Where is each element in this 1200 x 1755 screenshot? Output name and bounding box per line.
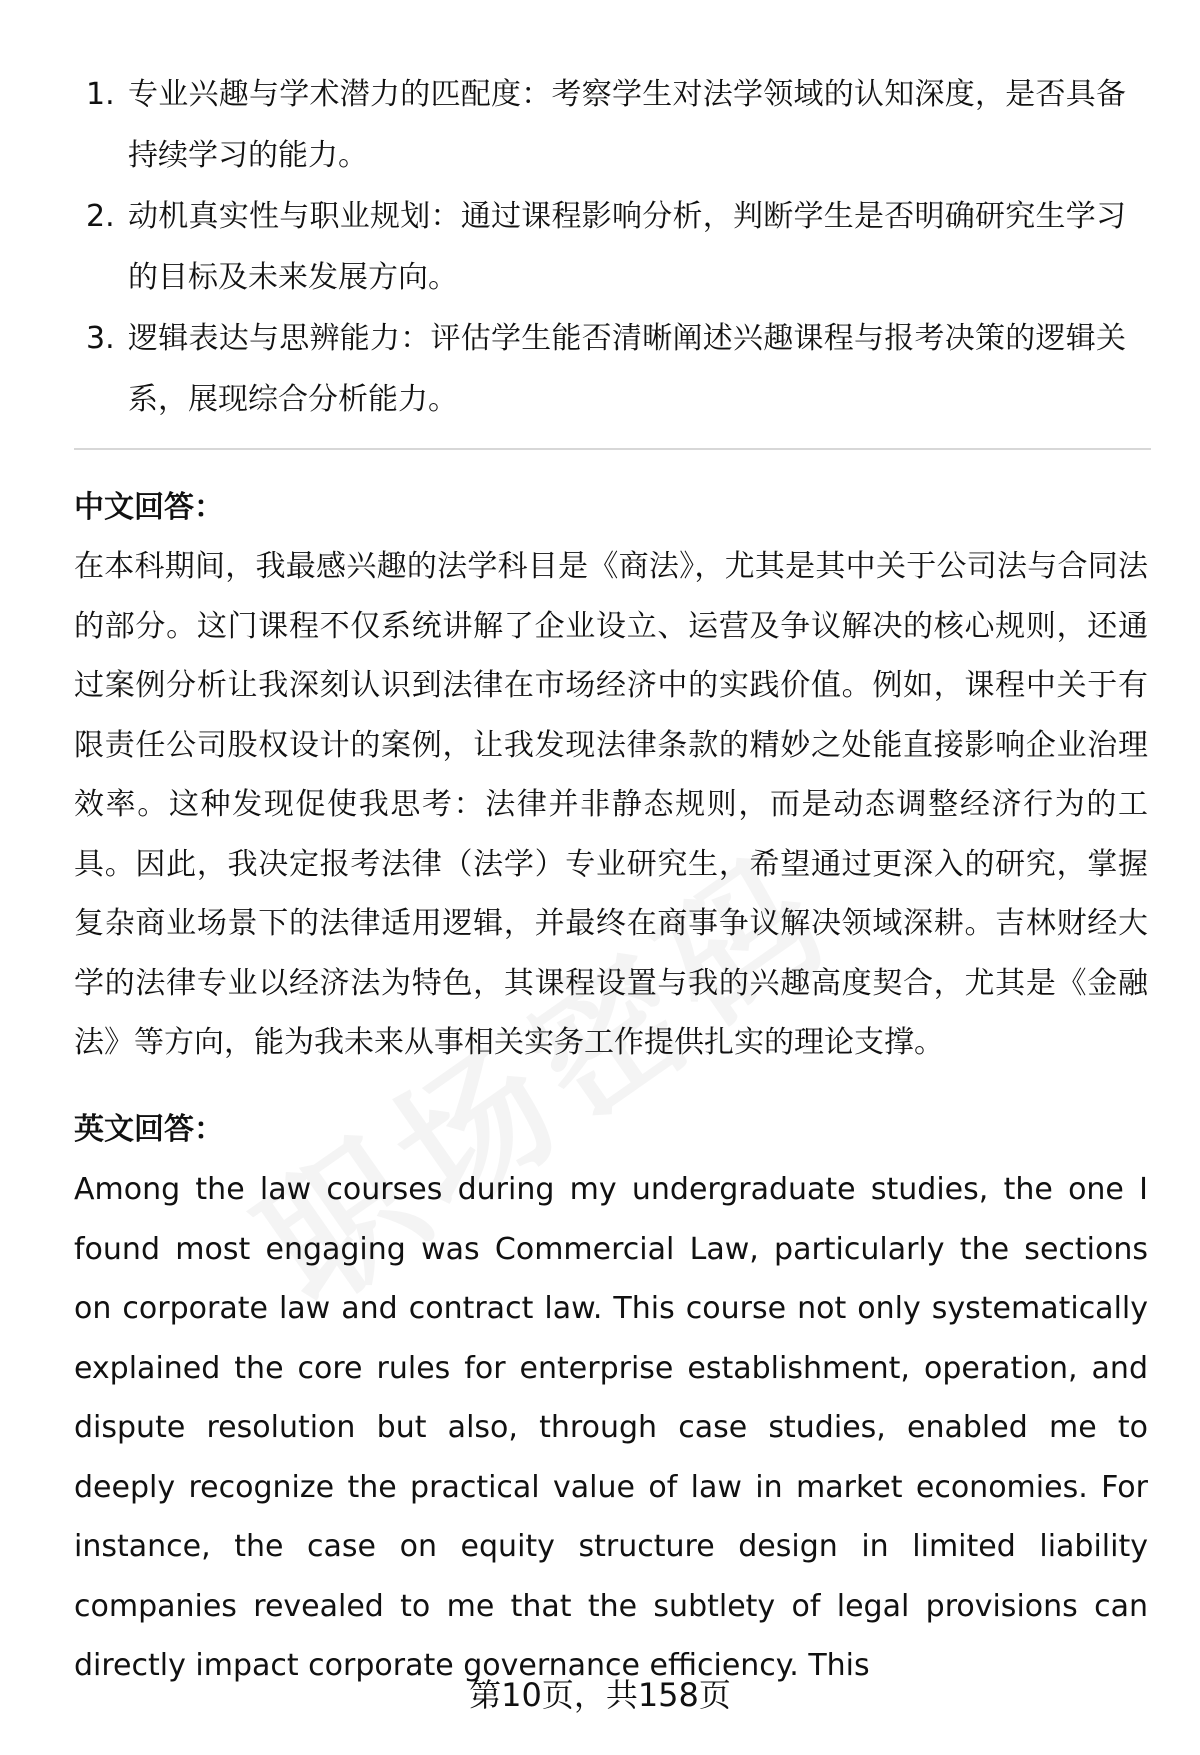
chinese-answer-paragraph: 在本科期间，我最感兴趣的法学科目是《商法》，尤其是其中关于公司法与合同法的部分。这门课程不仅系统讲解了企业设立、运营及争议解决的核心规则，还通过案例分析让我深刻认识到法律在市场经济中的实践价值。例如，课程中关于有限责任公司股权设计的案例，让我发现法律条款的精妙之处能直接影响企业治理效率。这种发现促使我思考：法律并非静态规则，而是动态调整经济行为的工具。因此，我决定报考法律（法学）专业研究生，希望通过更深入的研究，掌握复杂商业场景下的法律适用逻辑，并最终在商事争议解决领域深耕。吉林财经大学的法律专业以经济法为特色，其课程设置与我的兴趣高度契合，尤其是《金融法》等方向，能为我未来从事相关实务工作提供扎实的理论支撑。 bbox=[74, 549, 1148, 1060]
list-number: 2. bbox=[86, 199, 115, 234]
list-number: 3. bbox=[86, 321, 115, 356]
list-text: 专业兴趣与学术潜力的匹配度：考察学生对法学领域的认知深度，是否具备持续学习的能力。 bbox=[128, 77, 1126, 173]
page-footer: 第10页，共158页 bbox=[469, 1676, 731, 1714]
list-text: 逻辑表达与思辨能力：评估学生能否清晰阐述兴趣课程与报考决策的逻辑关系，展现综合分析能力。 bbox=[128, 321, 1126, 417]
list-text: 动机真实性与职业规划：通过课程影响分析，判断学生是否明确研究生学习的目标及未来发展方向。 bbox=[128, 199, 1126, 295]
list-item bbox=[74, 64, 1126, 186]
english-answer-heading: 英文回答： bbox=[74, 1112, 224, 1147]
english-answer-paragraph: Among the law courses during my undergraduate studies, the one I found most engaging was Commercial Law, particularly the sections on corporate law and contract law. This course not only systematically explained the core rules for enterprise establishment, operation, and dispute resolution but also, through case studies, enabled me to deeply recognize the practical value of law in market economies. For instance, the case on equity structure design in limited liability companies revealed to me that the subtlety of legal provisions can directly impact corporate governance efficiency. This bbox=[74, 1172, 1148, 1683]
evaluation-criteria-list bbox=[74, 64, 1126, 430]
list-item bbox=[74, 186, 1126, 308]
section-divider bbox=[74, 448, 1151, 450]
list-number: 1. bbox=[86, 77, 115, 112]
chinese-answer-heading: 中文回答： bbox=[74, 490, 224, 525]
list-item bbox=[74, 308, 1126, 430]
